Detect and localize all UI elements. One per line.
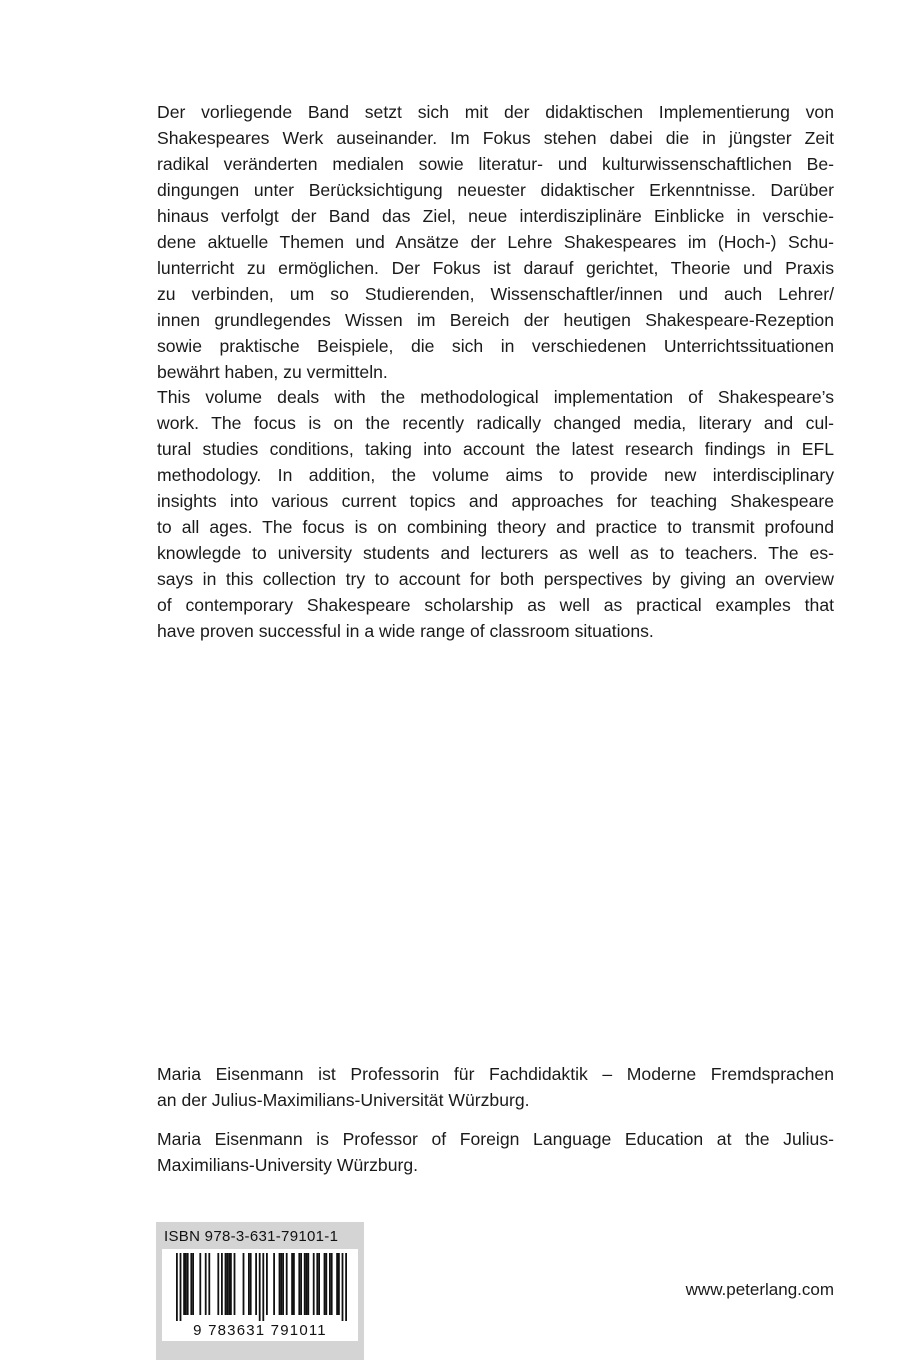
german-line: Der vorliegende Band setzt sich mit der didaktischen Implementierung von bbox=[157, 102, 834, 122]
barcode-bar bbox=[243, 1253, 245, 1315]
barcode-bar bbox=[259, 1253, 261, 1321]
german-line: zu verbinden, um so Studierenden, Wissenschaftler/innen und auch Lehrer/ bbox=[157, 284, 834, 304]
barcode-bar bbox=[329, 1253, 331, 1315]
barcode-bar bbox=[331, 1253, 333, 1315]
barcode-bar bbox=[248, 1253, 250, 1315]
barcode-bar bbox=[325, 1253, 327, 1315]
barcode-bar bbox=[262, 1253, 264, 1321]
isbn-label: ISBN 978-3-631-79101-1 bbox=[164, 1228, 339, 1245]
barcode-bar bbox=[345, 1253, 347, 1321]
barcode-bar bbox=[293, 1253, 295, 1315]
german-line: bewährt haben, zu vermitteln. bbox=[157, 362, 388, 382]
barcode-bar bbox=[324, 1253, 326, 1315]
barcode-bar bbox=[338, 1253, 340, 1315]
english-line: have proven successful in a wide range of classroom situations. bbox=[157, 621, 654, 641]
barcode-bar bbox=[291, 1253, 293, 1315]
barcode-digits: 9 783631 791011 bbox=[193, 1322, 327, 1339]
barcode-bar bbox=[255, 1253, 257, 1315]
barcode-bar bbox=[205, 1253, 207, 1315]
barcode-bar bbox=[190, 1253, 192, 1315]
barcode-bar bbox=[280, 1253, 282, 1315]
barcode-bar bbox=[192, 1253, 194, 1315]
barcode-bar bbox=[183, 1253, 185, 1315]
barcode-bar bbox=[217, 1253, 219, 1315]
barcode-bar bbox=[226, 1253, 228, 1315]
english-line: to all ages. The focus is on combining theory and practice to transmit profound bbox=[157, 517, 834, 537]
barcode-bar bbox=[318, 1253, 320, 1315]
barcode-bar bbox=[225, 1253, 227, 1315]
english-line: This volume deals with the methodological implementation of Shakespeare’s bbox=[157, 387, 834, 407]
english-line: tural studies conditions, taking into account the latest research findings in EFL bbox=[157, 439, 834, 459]
isbn-barcode-block bbox=[156, 1222, 364, 1360]
barcode-bar bbox=[273, 1253, 275, 1315]
english-line: insights into various current topics and approaches for teaching Shakespeare bbox=[157, 491, 834, 511]
barcode-bar bbox=[313, 1253, 315, 1315]
german-line: dene aktuelle Themen und Ansätze der Lehre Shakespeares im (Hoch-) Schu- bbox=[157, 232, 834, 252]
author-bio-de-line: Maria Eisenmann ist Professorin für Fachdidaktik – Moderne Fremdsprachen bbox=[157, 1064, 834, 1084]
german-line: innen grundlegendes Wissen im Bereich der heutigen Shakespeare-Rezeption bbox=[157, 310, 834, 330]
barcode-bar bbox=[176, 1253, 178, 1321]
english-line: methodology. In addition, the volume aims to provide new interdisciplinary bbox=[157, 465, 834, 485]
barcode-bar bbox=[250, 1253, 252, 1315]
german-line: dingungen unter Berücksichtigung neuester didaktischer Erkenntnisse. Darüber bbox=[157, 180, 834, 200]
barcode-bar bbox=[336, 1253, 338, 1315]
barcode-bar bbox=[298, 1253, 300, 1315]
barcode-bar bbox=[279, 1253, 281, 1315]
german-line: lunterricht zu ermöglichen. Der Fokus ist darauf gerichtet, Theorie und Praxis bbox=[157, 258, 834, 278]
barcode-bar bbox=[304, 1253, 306, 1315]
author-bio-en-line: Maria Eisenmann is Professor of Foreign Language Education at the Julius- bbox=[157, 1129, 834, 1149]
barcode-bar bbox=[306, 1253, 308, 1315]
barcode-bar bbox=[230, 1253, 232, 1315]
barcode bbox=[162, 1249, 358, 1341]
german-line: Shakespeares Werk auseinander. Im Fokus stehen dabei die in jüngster Zeit bbox=[157, 128, 834, 148]
barcode-bar bbox=[199, 1253, 201, 1315]
publisher-url[interactable]: www.peterlang.com bbox=[685, 1280, 834, 1299]
barcode-bar bbox=[228, 1253, 230, 1315]
barcode-bar bbox=[234, 1253, 236, 1315]
english-line: knowlegde to university students and lecturers as well as to teachers. The es- bbox=[157, 543, 834, 563]
barcode-bar bbox=[316, 1253, 318, 1315]
barcode-bar bbox=[282, 1253, 284, 1315]
barcode-bar bbox=[221, 1253, 223, 1315]
barcode-bar bbox=[266, 1253, 268, 1315]
english-line: work. The focus is on the recently radically changed media, literary and cul- bbox=[157, 413, 834, 433]
barcode-bar bbox=[286, 1253, 288, 1315]
barcode-bar bbox=[307, 1253, 309, 1315]
barcode-bar bbox=[208, 1253, 210, 1315]
english-line: says in this collection try to account for both perspectives by giving an overview bbox=[157, 569, 834, 589]
author-bio-en-line: Maximilians-University Würzburg. bbox=[157, 1155, 419, 1175]
german-line: hinaus verfolgt der Band das Ziel, neue interdisziplinäre Einblicke in verschie- bbox=[157, 206, 834, 226]
german-line: sowie praktische Beispiele, die sich in verschiedenen Unterrichtssituationen bbox=[157, 336, 834, 356]
barcode-bar bbox=[185, 1253, 187, 1315]
german-line: radikal veränderten medialen sowie literatur- und kulturwissenschaftlichen Be- bbox=[157, 154, 834, 174]
barcode-bar bbox=[187, 1253, 189, 1315]
english-line: of contemporary Shakespeare scholarship as well as practical examples that bbox=[157, 595, 834, 615]
barcode-bar bbox=[342, 1253, 344, 1321]
barcode-bar bbox=[300, 1253, 302, 1315]
barcode-bar bbox=[180, 1253, 182, 1321]
author-bio-de-line: an der Julius-Maximilians-Universität Würzburg. bbox=[157, 1090, 530, 1110]
